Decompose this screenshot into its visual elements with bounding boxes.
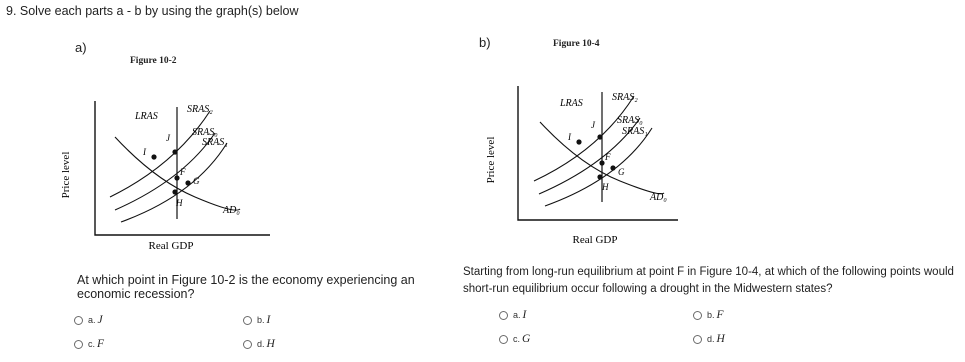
part-b-label: b) <box>479 35 491 50</box>
part-b-option-c[interactable]: c. G <box>499 333 530 345</box>
part-a-label: a) <box>75 40 87 55</box>
point-j-label: J <box>591 120 595 130</box>
point-g-label: G <box>193 176 200 186</box>
sras2-label: SRAS₂ <box>187 104 213 115</box>
point-i <box>151 154 156 159</box>
point-i-label: I <box>143 147 146 157</box>
radio-button[interactable] <box>243 340 252 349</box>
point-f <box>599 160 604 165</box>
point-h <box>597 174 602 179</box>
y-axis-label: Price level <box>60 151 72 199</box>
sras1-label: SRAS₁ <box>202 137 228 148</box>
radio-button[interactable] <box>499 311 508 320</box>
radio-button[interactable] <box>693 311 702 320</box>
radio-button[interactable] <box>499 335 508 344</box>
y-axis-label: Price level <box>485 136 497 184</box>
radio-button[interactable] <box>74 316 83 325</box>
option-value: G <box>522 333 531 345</box>
part-b-option-b[interactable]: b. F <box>693 309 724 321</box>
lras-label: LRAS <box>560 98 583 109</box>
option-value: F <box>97 338 105 350</box>
part-a-option-a[interactable]: a. J <box>74 314 103 326</box>
ad0-label: AD₀ <box>223 205 240 216</box>
point-h-label: H <box>602 182 609 192</box>
sras1-label: SRAS₁ <box>622 126 648 137</box>
part-b-figure-title: Figure 10-4 <box>553 39 600 49</box>
point-f-label: F <box>180 167 186 177</box>
sras0-label: SRAS₀ <box>617 115 643 126</box>
part-a-figure-title: Figure 10-2 <box>130 56 177 66</box>
option-value: H <box>266 338 275 350</box>
part-b-option-d[interactable]: d. H <box>693 333 725 345</box>
option-value: I <box>522 309 527 321</box>
radio-button[interactable] <box>74 340 83 349</box>
x-axis-label: Real GDP <box>148 240 194 252</box>
radio-button[interactable] <box>243 316 252 325</box>
point-j-label: J <box>166 133 170 143</box>
part-b-question: Starting from long-run equilibrium at point F in Figure 10-4, at which of the following points would short-run equilibrium occur following a drought in the Midwestern states? <box>463 266 954 295</box>
point-g <box>610 165 615 170</box>
point-i-label: I <box>568 132 571 142</box>
option-value: H <box>716 333 725 345</box>
part-a-option-c[interactable]: c. F <box>74 338 104 350</box>
part-b-option-a[interactable]: a. I <box>499 309 526 321</box>
part-a-option-b[interactable]: b. I <box>243 314 270 326</box>
point-f-label: F <box>605 152 611 162</box>
point-h <box>172 189 177 194</box>
option-value: I <box>266 314 271 326</box>
question-title: 9. Solve each parts a - b by using the graph(s) below <box>6 4 299 18</box>
figure-10-2-graph <box>55 95 285 257</box>
point-g <box>185 180 190 185</box>
point-h-label: H <box>176 198 183 208</box>
lras-label: LRAS <box>135 111 158 122</box>
part-a-option-d[interactable]: d. H <box>243 338 275 350</box>
figure-10-4-graph <box>478 80 703 248</box>
point-j <box>172 149 177 154</box>
sras0-curve <box>115 133 215 210</box>
point-f <box>174 175 179 180</box>
sras2-label: SRAS₂ <box>612 92 638 103</box>
point-g-label: G <box>618 167 625 177</box>
sras0-label: SRAS₀ <box>192 127 218 138</box>
ad0-label: AD₀ <box>650 192 667 203</box>
radio-button[interactable] <box>693 335 702 344</box>
point-i <box>576 139 581 144</box>
option-value: F <box>716 309 724 321</box>
option-value: J <box>97 314 103 326</box>
point-j <box>597 134 602 139</box>
x-axis-label: Real GDP <box>572 234 618 246</box>
part-a-question: At which point in Figure 10-2 is the economy experiencing an economic recession? <box>77 273 415 301</box>
